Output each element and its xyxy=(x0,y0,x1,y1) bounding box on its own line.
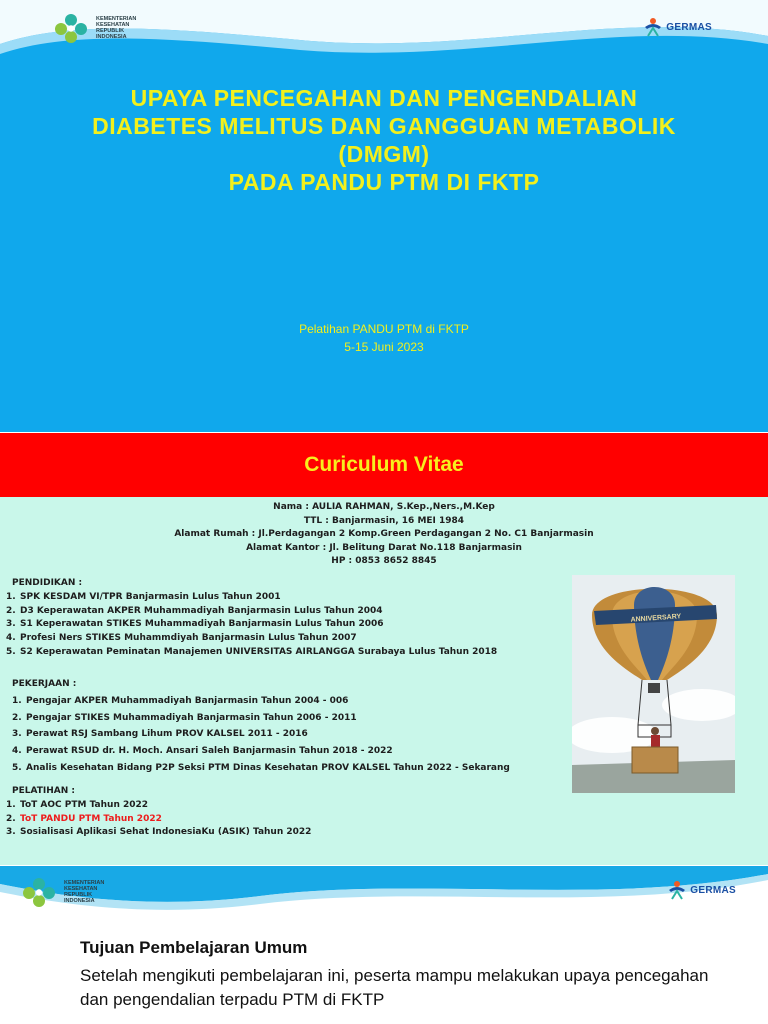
work-heading: PEKERJAAN : xyxy=(12,679,77,689)
list-item-text: Perawat RSUD dr. H. Moch. Ansari Saleh Banjarmasin Tahun 2018 - 2022 xyxy=(26,746,393,757)
title-line: DIABETES MELITUS DAN GANGGUAN METABOLIK xyxy=(92,113,676,139)
germas-figure-icon xyxy=(642,17,664,37)
list-item: 5. Analis Kesehatan Bidang P2P Seksi PTM Dinas Kesehatan PROV KALSEL Tahun 2022 - Sekarang xyxy=(12,762,510,773)
work-section xyxy=(6,678,510,776)
training-heading: PELATIHAN : xyxy=(12,786,75,796)
cv-header xyxy=(0,433,768,497)
objective-slide xyxy=(0,866,768,1024)
kemenkes-leaf-icon xyxy=(52,12,90,44)
logo-text-line: REPUBLIK xyxy=(64,892,93,898)
training-section xyxy=(6,785,311,840)
logo-text-line: REPUBLIK xyxy=(96,28,125,34)
germas-logo xyxy=(642,17,712,37)
kemenkes-logo xyxy=(20,876,134,908)
title-line: PADA PANDU PTM DI FKTP xyxy=(228,169,540,195)
logo-text-line: KEMENTERIAN xyxy=(64,880,105,886)
list-item-text: Pengajar AKPER Muhammadiyah Banjarmasin Tahun 2004 - 006 xyxy=(26,695,349,706)
list-item: 4. Profesi Ners STIKES Muhammdiyah Banjarmasin Lulus Tahun 2007 xyxy=(6,633,357,644)
list-item-text: Pengajar STIKES Muhammadiyah Banjarmasin Tahun 2006 - 2011 xyxy=(26,712,357,723)
title-line: (DMGM) xyxy=(338,141,430,167)
germas-figure-icon xyxy=(666,880,688,900)
personal-info xyxy=(0,501,768,569)
list-item: 1. ToT AOC PTM Tahun 2022 xyxy=(6,799,149,810)
objective-body: Setelah mengikuti pembelajaran ini, peserta mampu melakukan upaya pencegahan dan pengendalian terpadu PTM di FKTP xyxy=(80,966,709,1009)
list-item: 2. D3 Keperawatan AKPER Muhammadiyah Banjarmasin Lulus Tahun 2004 xyxy=(6,605,383,616)
profile-photo xyxy=(572,575,735,793)
list-item-text: Profesi Ners STIKES Muhammdiyah Banjarmasin Lulus Tahun 2007 xyxy=(20,633,357,644)
list-item: 5. S2 Keperawatan Peminatan Manajemen UNIVERSITAS AIRLANGGA Surabaya Lulus Tahun 2018 xyxy=(6,646,498,657)
event-info xyxy=(0,320,768,356)
logo-text-line: KEMENTERIAN xyxy=(96,16,137,22)
germas-text: GERMAS xyxy=(690,884,736,896)
personal-name: Nama : AULIA RAHMAN, S.Kep.,Ners.,M.Kep xyxy=(273,502,495,512)
education-heading: PENDIDIKAN : xyxy=(12,578,83,588)
logo-text-line: KESEHATAN xyxy=(64,886,98,892)
event-name: Pelatihan PANDU PTM di FKTP xyxy=(299,322,469,336)
list-item: 3. S1 Keperawatan STIKES Muhammadiyah Banjarmasin Lulus Tahun 2006 xyxy=(6,619,384,630)
logo-text-line: INDONESIA xyxy=(96,34,127,40)
list-item-text: ToT PANDU PTM Tahun 2022 xyxy=(20,813,162,824)
objective-heading: Tujuan Pembelajaran Umum xyxy=(80,938,308,957)
germas-text: GERMAS xyxy=(666,21,712,33)
hot-air-balloon-image xyxy=(572,575,735,793)
kemenkes-leaf-icon xyxy=(20,876,58,908)
list-item-highlighted: 2. ToT PANDU PTM Tahun 2022 xyxy=(6,813,162,824)
event-date: 5-15 Juni 2023 xyxy=(344,340,424,354)
personal-phone: HP : 0853 8652 8845 xyxy=(331,556,437,566)
cv-slide xyxy=(0,433,768,865)
list-item-text: Sosialisasi Aplikasi Sehat IndonesiaKu (ASIK) Tahun 2022 xyxy=(20,827,312,838)
title-line: UPAYA PENCEGAHAN DAN PENGENDALIAN xyxy=(130,85,638,111)
list-item: 4. Perawat RSUD dr. H. Moch. Ansari Saleh Banjarmasin Tahun 2018 - 2022 xyxy=(12,746,393,757)
cv-title: Curiculum Vitae xyxy=(304,453,464,476)
list-item-text: SPK KESDAM VI/TPR Banjarmasin Lulus Tahun 2001 xyxy=(20,591,281,602)
list-item: 1. SPK KESDAM VI/TPR Banjarmasin Lulus Tahun 2001 xyxy=(6,591,281,602)
personal-home-address: Alamat Rumah : Jl.Perdagangan 2 Komp.Green Perdagangan 2 No. C1 Banjarmasin xyxy=(174,529,594,539)
personal-office-address: Alamat Kantor : Jl. Belitung Darat No.118 Banjarmasin xyxy=(246,542,522,553)
list-item: 3. Sosialisasi Aplikasi Sehat IndonesiaKu (ASIK) Tahun 2022 xyxy=(6,827,312,838)
balloon-banner-text: ANNIVERSARY xyxy=(630,613,682,624)
education-section xyxy=(6,577,497,660)
title-slide xyxy=(0,0,768,432)
list-item: 3. Perawat RSJ Sambang Lihum PROV KALSEL 2011 - 2016 xyxy=(12,729,308,740)
list-item-text: S2 Keperawatan Peminatan Manajemen UNIVERSITAS AIRLANGGA Surabaya Lulus Tahun 2018 xyxy=(20,646,498,657)
list-item: 2. Pengajar STIKES Muhammadiyah Banjarmasin Tahun 2006 - 2011 xyxy=(12,712,357,723)
list-item-text: Analis Kesehatan Bidang P2P Seksi PTM Dinas Kesehatan PROV KALSEL Tahun 2022 - Sekarang xyxy=(26,762,510,773)
list-item-text: S1 Keperawatan STIKES Muhammadiyah Banjarmasin Lulus Tahun 2006 xyxy=(20,619,384,630)
list-item: 1. Pengajar AKPER Muhammadiyah Banjarmasin Tahun 2004 - 006 xyxy=(12,695,349,706)
kemenkes-logo xyxy=(52,12,166,44)
germas-logo xyxy=(666,880,736,900)
logo-text-line: INDONESIA xyxy=(64,898,95,904)
list-item-text: D3 Keperawatan AKPER Muhammadiyah Banjarmasin Lulus Tahun 2004 xyxy=(20,605,383,616)
personal-birth: TTL : Banjarmasin, 16 MEI 1984 xyxy=(303,515,465,526)
list-item-text: ToT AOC PTM Tahun 2022 xyxy=(20,799,149,810)
logo-text-line: KESEHATAN xyxy=(96,22,130,28)
list-item-text: Perawat RSJ Sambang Lihum PROV KALSEL 2011 - 2016 xyxy=(26,729,308,740)
presentation-title xyxy=(40,84,728,196)
